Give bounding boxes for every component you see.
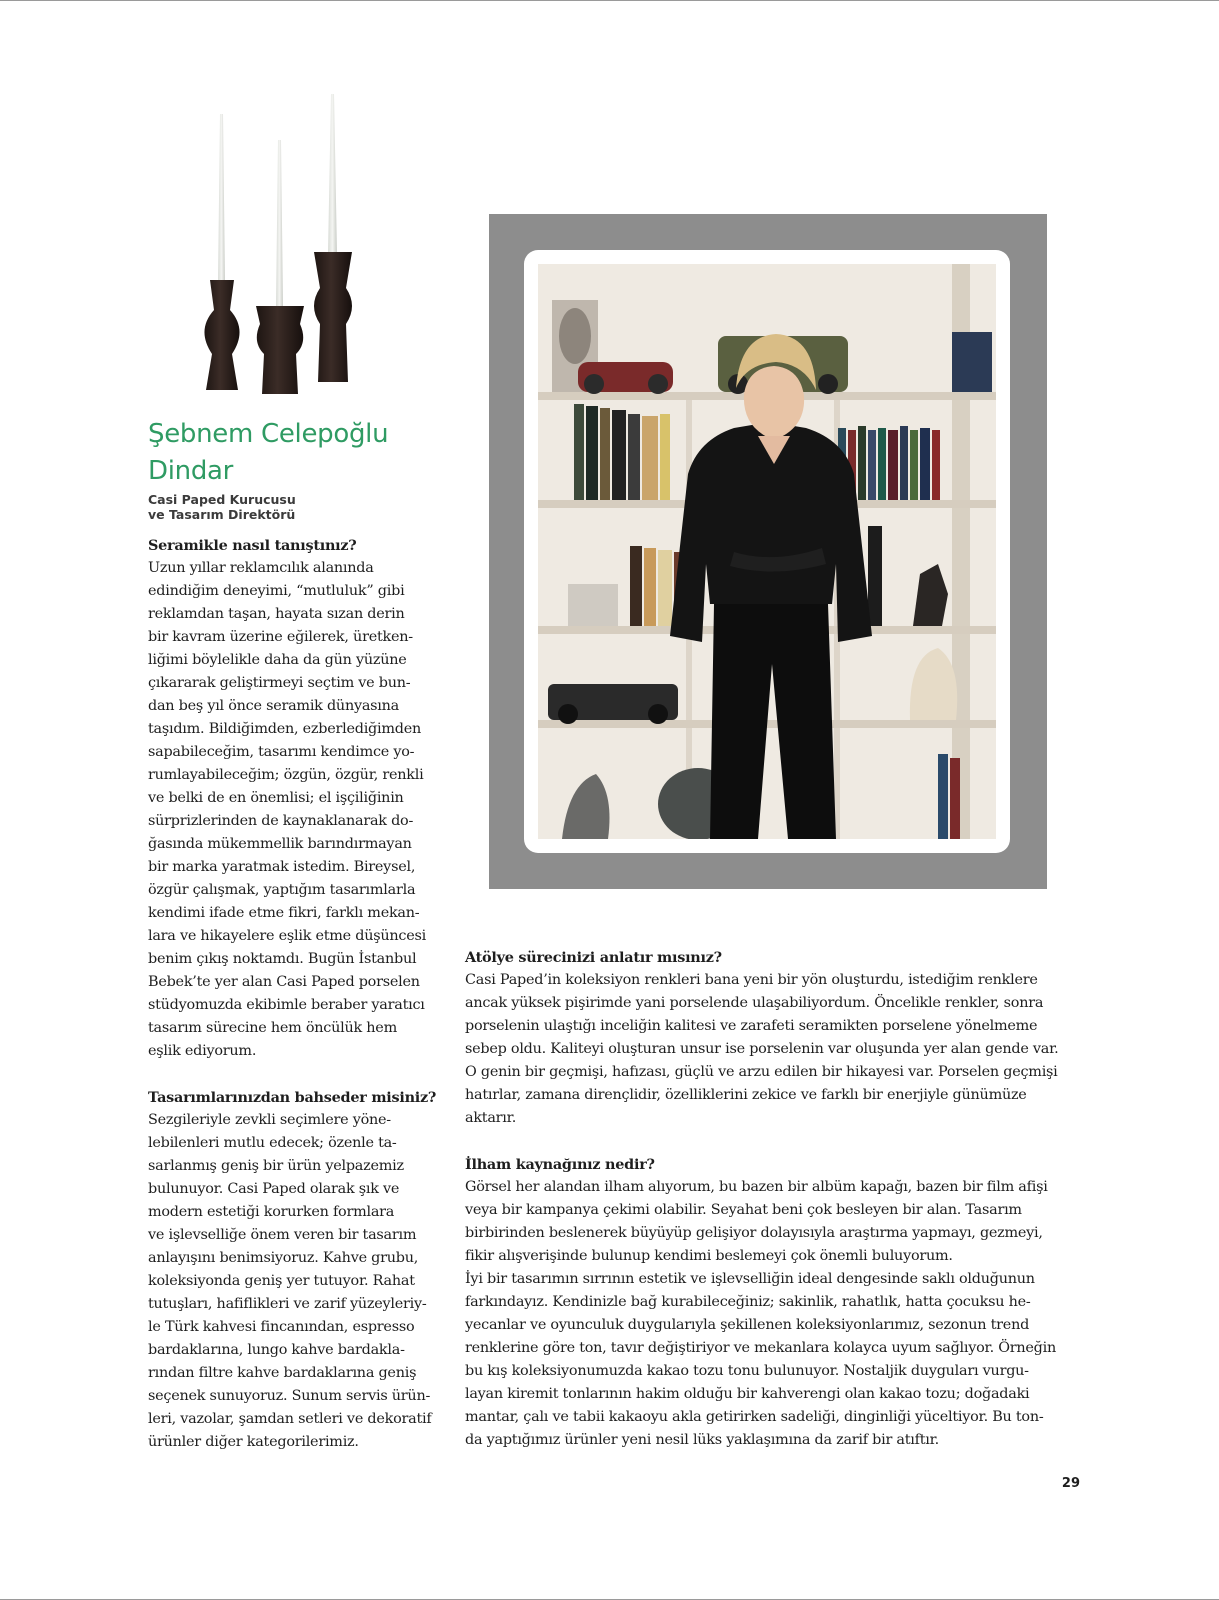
- text-line: Sezgileriyle zevkli seçimlere yöne-: [148, 1112, 391, 1128]
- answer-text: [465, 1176, 1075, 1452]
- text-line: dan beş yıl önce seramik dünyasına: [148, 698, 400, 714]
- text-line: taşıdım. Bildiğimden, ezberlediğimden: [148, 721, 422, 737]
- text-line: Bebek’te yer alan Casi Paped porselen: [148, 974, 420, 990]
- text-line: ancak yüksek pişirimde yani porselende ulaşabiliyordum. Öncelikle renkler, sonra: [465, 995, 1044, 1011]
- text-line: yecanlar ve oyunculuk duygularıyla şekillenen koleksiyonlarımız, sezonun trend: [465, 1317, 1030, 1333]
- text-line: mantar, çalı ve tabii kakaoyu akla getirirken sadeliği, dinginliği yüceltiyor. Bu ton-: [465, 1409, 1044, 1425]
- candlestick-illustration: [196, 92, 366, 402]
- answer-text: [148, 1109, 448, 1454]
- interviewee-role: [148, 492, 448, 522]
- text-line: sebep oldu. Kaliteyi oluşturan unsur ise porselenin var oluşunda yer alan gende var.: [465, 1041, 1059, 1057]
- page-number: 29: [1061, 1476, 1080, 1491]
- text-line: aktarır.: [465, 1110, 517, 1126]
- text-line: farkındayız. Kendinizle bağ kurabileceğiniz; sakinlik, rahatlık, hatta çocuksu he-: [465, 1294, 1031, 1310]
- text-line: tutuşları, hafiflikleri ve zarif yüzeyleriy-: [148, 1296, 427, 1312]
- text-line: bulunuyor. Casi Paped olarak şık ve: [148, 1181, 400, 1197]
- text-line: O genin bir geçmişi, hafızası, güçlü ve arzu edilen bir hikayesi var. Porselen geçmişi: [465, 1064, 1058, 1080]
- text-line: lebilenleri mutlu edecek; özenle ta-: [148, 1135, 397, 1151]
- text-line: tasarım sürecine hem öncülük hem: [148, 1020, 397, 1036]
- text-line: özgür çalışmak, yaptığım tasarımlarla: [148, 882, 416, 898]
- text-line: porselenin ulaştığı inceliğin kalitesi ve zarafeti seramikten porselene yönelmeme: [465, 1018, 1038, 1034]
- text-line: lara ve hikayelere eşlik etme düşüncesi: [148, 928, 426, 944]
- role-line: ve Tasarım Direktörü: [148, 507, 296, 522]
- interviewee-name: Şebnem Celepoğlu Dindar: [148, 419, 389, 486]
- text-line: reklamdan taşan, hayata sızan derin: [148, 606, 405, 622]
- text-line: renklerine göre ton, tavır değiştiriyor ve mekanlara kolayca uyum sağlıyor. Örneğin: [465, 1340, 1057, 1356]
- question-heading: İlham kaynağınız nedir?: [465, 1156, 655, 1173]
- text-line: sürprizlerinden de kaynaklanarak do-: [148, 813, 414, 829]
- text-line: İyi bir tasarımın sırrının estetik ve işlevselliğin ideal dengesinde saklı olduğunun: [465, 1271, 1035, 1287]
- text-line: eşlik ediyorum.: [148, 1043, 257, 1059]
- role-line: Casi Paped Kurucusu: [148, 492, 296, 507]
- text-line: veya bir kampanya çekimi olabilir. Seyahat beni çok besleyen bir alan. Tasarım: [465, 1202, 1022, 1218]
- portrait-photo: [538, 264, 996, 839]
- question-heading: Tasarımlarınızdan bahseder misiniz?: [148, 1089, 437, 1106]
- text-line: le Türk kahvesi fincanından, espresso: [148, 1319, 415, 1335]
- text-line: fikir alışverişinde bulunup kendimi beslemeyi çok önemli buluyorum.: [465, 1248, 953, 1264]
- left-column: [148, 534, 448, 1454]
- text-line: birbirinden beslenerek büyüyüp gelişiyor dolayısıyla araştırma yapmayı, gezmeyi,: [465, 1225, 1043, 1241]
- text-line: sarlanmış geniş bir ürün yelpazemiz: [148, 1158, 404, 1174]
- text-line: Görsel her alandan ilham alıyorum, bu bazen bir albüm kapağı, bazen bir film afişi: [465, 1179, 1048, 1195]
- photo-frame: [489, 214, 1047, 889]
- text-line: bir marka yaratmak istedim. Bireysel,: [148, 859, 416, 875]
- text-line: hatırlar, zamana dirençlidir, özelliklerini zekice ve farklı bir enerjiyle günümüze: [465, 1087, 1027, 1103]
- text-line: bir kavram üzerine eğilerek, üretken-: [148, 629, 413, 645]
- text-line: ve işlevselliğe önem veren bir tasarım: [148, 1227, 417, 1243]
- text-line: bardaklarına, lungo kahve bardakla-: [148, 1342, 405, 1358]
- text-line: sapabileceğim, tasarımı kendimce yo-: [148, 744, 415, 760]
- right-column: [465, 946, 1075, 1452]
- text-line: seçenek sunuyoruz. Sunum servis ürün-: [148, 1388, 431, 1404]
- text-line: stüdyomuzda ekibimle beraber yaratıcı: [148, 997, 425, 1013]
- answer-text: [148, 557, 448, 1063]
- text-line: ve belki de en önemlisi; el işçiliğinin: [148, 790, 404, 806]
- text-line: edindiğim deneyimi, “mutluluk” gibi: [148, 583, 405, 599]
- text-line: modern estetiği korurken formlara: [148, 1204, 395, 1220]
- text-line: Casi Paped’in koleksiyon renkleri bana yeni bir yön oluşturdu, istediğim renklere: [465, 972, 1038, 988]
- text-line: benim çıkış noktamdı. Bugün İstanbul: [148, 951, 417, 967]
- text-line: ürünler diğer kategorilerimiz.: [148, 1434, 359, 1450]
- text-line: kendimi ifade etme fikri, farklı mekan-: [148, 905, 420, 921]
- photo-card: [524, 250, 1010, 853]
- text-line: da yaptığımız ürünler yeni nesil lüks yaklaşımına da zarif bir atıftır.: [465, 1432, 939, 1448]
- text-line: Uzun yıllar reklamcılık alanında: [148, 560, 374, 576]
- text-line: çıkararak geliştirmeyi seçtim ve bun-: [148, 675, 411, 691]
- question-heading: Seramikle nasıl tanıştınız?: [148, 537, 357, 554]
- text-line: bu kış koleksiyonumuzda kakao tozu tonu bulunuyor. Nostaljik duyguları vurgu-: [465, 1363, 1029, 1379]
- text-line: layan kiremit tonlarının hakim olduğu bir kahverengi olan kakao tozu; doğadaki: [465, 1386, 1030, 1402]
- text-line: koleksiyonda geniş yer tutuyor. Rahat: [148, 1273, 415, 1289]
- answer-text: [465, 969, 1075, 1130]
- text-line: rumlayabileceğim; özgün, özgür, renkli: [148, 767, 424, 783]
- text-line: liğimi böylelikle daha da gün yüzüne: [148, 652, 407, 668]
- question-heading: Atölye sürecinizi anlatır mısınız?: [465, 949, 722, 966]
- top-rule: [0, 0, 1219, 1]
- text-line: leri, vazolar, şamdan setleri ve dekoratif: [148, 1411, 432, 1427]
- text-line: rından filtre kahve bardaklarına geniş: [148, 1365, 417, 1381]
- text-line: anlayışını benimsiyoruz. Kahve grubu,: [148, 1250, 419, 1266]
- text-line: ğasında mükemmellik barındırmayan: [148, 836, 412, 852]
